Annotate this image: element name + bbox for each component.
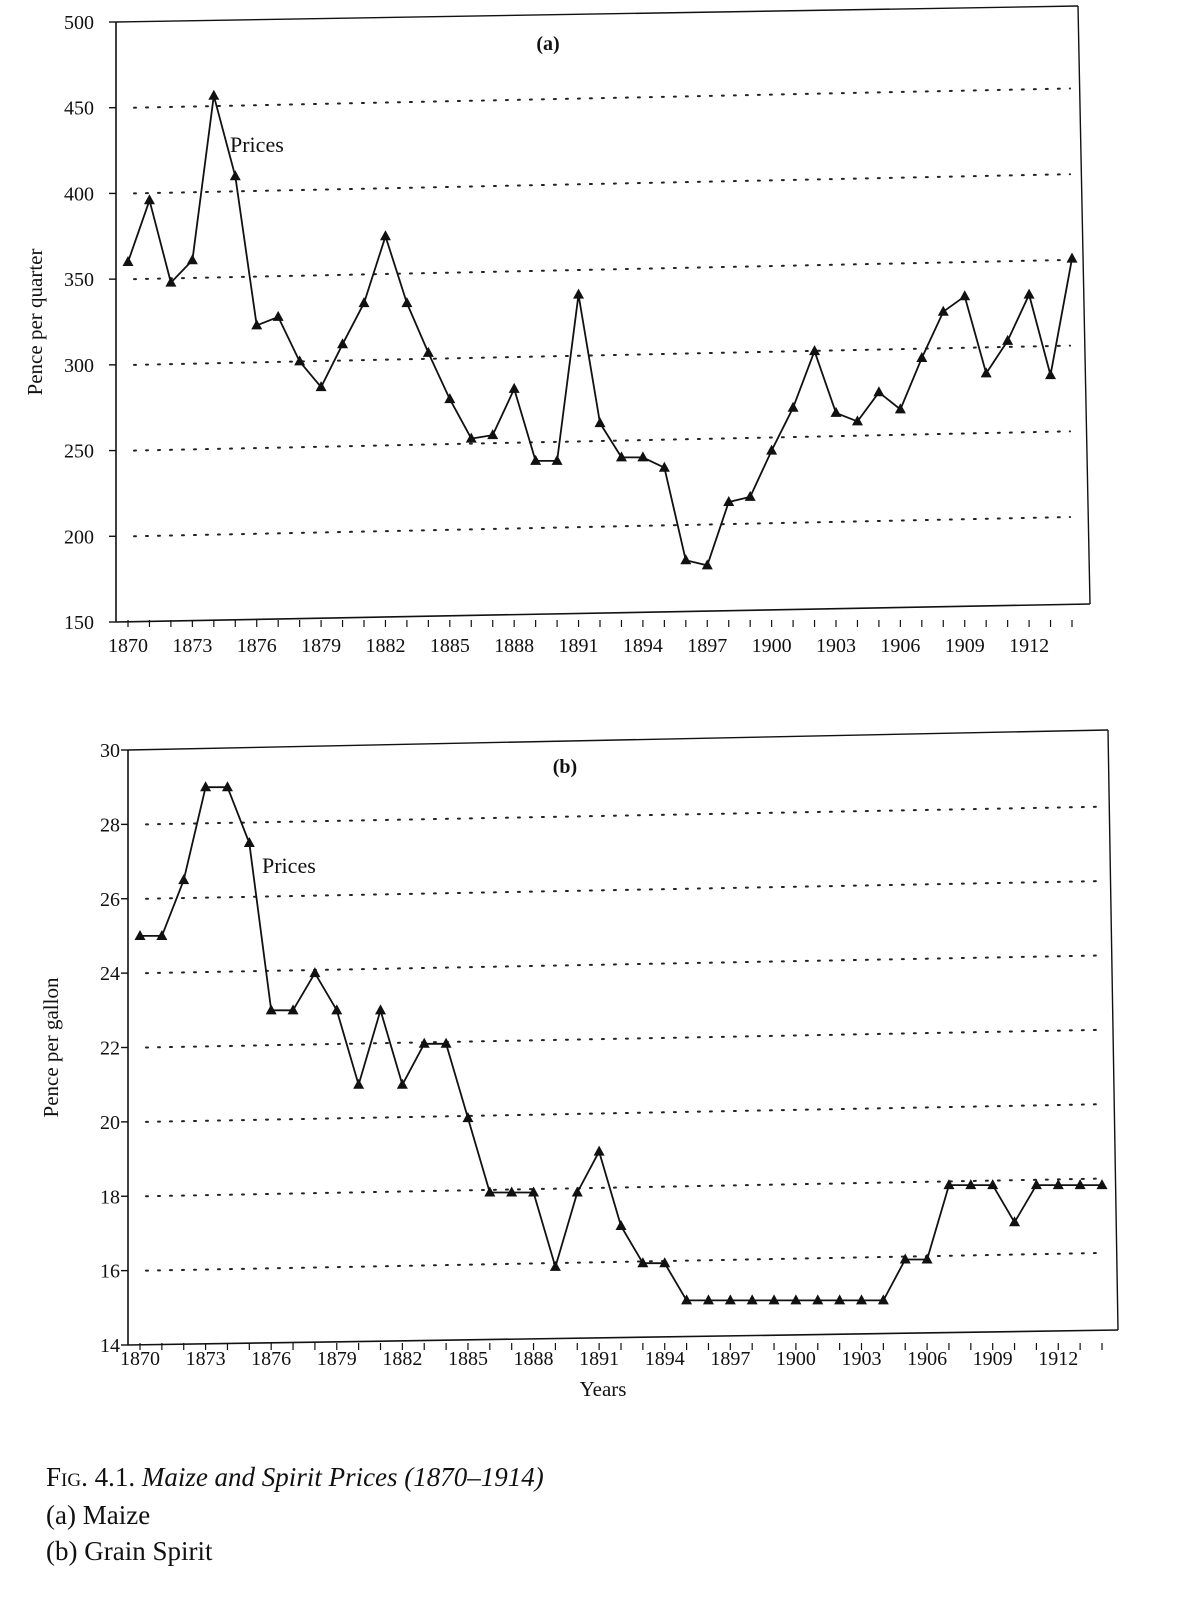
data-point-marker: [550, 1261, 561, 1271]
data-point-marker: [244, 837, 255, 847]
frame-top-line: [128, 730, 1108, 750]
y-tick-label: 20: [100, 1111, 120, 1134]
data-point-marker: [230, 170, 241, 180]
data-point-marker: [419, 1038, 430, 1048]
data-point-marker: [1067, 253, 1078, 263]
gridline: [146, 1030, 1100, 1048]
data-point-marker: [423, 347, 434, 357]
data-point-marker: [1024, 289, 1035, 299]
data-point-marker: [528, 1187, 539, 1197]
data-point-marker: [1097, 1179, 1108, 1189]
data-point-marker: [745, 491, 756, 501]
y-tick-label: 200: [64, 526, 94, 549]
gridline: [134, 346, 1070, 365]
x-tick-label: 1897: [710, 1348, 751, 1370]
y-tick-label: 500: [64, 12, 94, 34]
data-point-marker: [747, 1294, 758, 1304]
x-tick-label: 1870: [108, 635, 148, 657]
frame-top-line: [116, 6, 1078, 22]
x-tick-label: 1903: [816, 635, 856, 657]
data-point-marker: [900, 1253, 911, 1263]
gridline: [134, 88, 1070, 107]
gridline: [134, 517, 1070, 536]
gridline: [146, 955, 1100, 973]
data-point-marker: [573, 289, 584, 299]
caption-line-b: (b) Grain Spirit: [46, 1536, 213, 1566]
data-point-marker: [123, 256, 134, 266]
data-point-marker: [725, 1294, 736, 1304]
y-tick-label: 14: [100, 1335, 120, 1357]
x-axis-title-b: Years: [579, 1377, 627, 1401]
data-point-marker: [487, 429, 498, 439]
data-point-marker: [659, 1257, 670, 1267]
data-point-marker: [1045, 369, 1056, 379]
data-point-marker: [444, 393, 455, 403]
x-tick-label: 1891: [579, 1348, 620, 1370]
y-tick-label: 16: [100, 1260, 120, 1283]
gridline: [146, 1104, 1100, 1122]
figure-label: Fig. 4.1.: [46, 1462, 136, 1492]
x-axis-line: [116, 604, 1090, 622]
x-tick-label: 1912: [1009, 635, 1050, 657]
x-tick-label: 1906: [907, 1348, 948, 1370]
y-tick-label: 350: [64, 269, 94, 292]
x-tick-label: 1891: [558, 635, 599, 657]
chart-panel-b: [39, 730, 1118, 1401]
data-point-marker: [916, 352, 927, 362]
x-tick-label: 1885: [429, 635, 470, 657]
data-point-marker: [484, 1187, 495, 1197]
data-point-marker: [200, 781, 211, 791]
y-tick-label: 26: [100, 888, 120, 911]
x-tick-label: 1882: [365, 635, 406, 657]
gridline: [146, 1179, 1100, 1197]
data-point-marker: [135, 930, 146, 940]
data-point-marker: [788, 402, 799, 412]
caption-line-a: (a) Maize: [46, 1500, 151, 1530]
x-tick-label: 1912: [1038, 1348, 1079, 1370]
data-point-marker: [208, 90, 219, 100]
series-annotation-b: Prices: [262, 853, 316, 878]
data-point-marker: [506, 1187, 517, 1197]
x-tick-label: 1873: [185, 1348, 226, 1370]
x-tick-label: 1894: [622, 635, 663, 657]
data-point-marker: [397, 1079, 408, 1089]
data-point-marker: [1009, 1216, 1020, 1226]
data-point-marker: [895, 403, 906, 413]
data-point-marker: [812, 1294, 823, 1304]
y-tick-label: 30: [100, 740, 120, 762]
panel-label-b: (b): [552, 756, 578, 778]
panel-label-a: (a): [536, 33, 560, 55]
x-tick-label: 1909: [944, 635, 985, 657]
data-point-marker: [509, 383, 520, 393]
figure-title: Maize and Spirit Prices (1870–1914): [141, 1462, 544, 1492]
data-point-marker: [309, 967, 320, 977]
chart-panel-a: [23, 6, 1090, 657]
data-point-marker: [878, 1294, 889, 1304]
x-tick-label: 1888: [494, 635, 535, 657]
data-point-marker: [680, 554, 691, 564]
series-line-prices: [128, 96, 1072, 566]
x-tick-label: 1870: [120, 1348, 160, 1370]
data-point-marker: [943, 1179, 954, 1189]
data-point-marker: [873, 386, 884, 396]
x-tick-label: 1903: [841, 1348, 882, 1370]
data-point-marker: [156, 930, 167, 940]
data-point-marker: [681, 1294, 692, 1304]
y-axis-title-b: Pence per gallon: [39, 977, 63, 1118]
data-point-marker: [766, 445, 777, 455]
data-point-marker: [441, 1038, 452, 1048]
data-point-marker: [273, 311, 284, 321]
data-point-marker: [530, 455, 541, 465]
figure-caption-title: [46, 1462, 544, 1493]
data-point-marker: [187, 254, 198, 264]
data-point-marker: [769, 1294, 780, 1304]
data-point-marker: [552, 455, 563, 465]
x-tick-label: 1900: [775, 1348, 816, 1370]
frame-right-line: [1108, 730, 1118, 1330]
data-point-marker: [616, 451, 627, 461]
data-point-marker: [856, 1294, 867, 1304]
data-point-marker: [834, 1294, 845, 1304]
gridline: [146, 807, 1100, 825]
data-point-marker: [353, 1079, 364, 1089]
data-point-marker: [594, 1146, 605, 1156]
data-point-marker: [1031, 1179, 1042, 1189]
data-point-marker: [380, 230, 391, 240]
data-point-marker: [462, 1112, 473, 1122]
data-point-marker: [337, 338, 348, 348]
x-tick-label: 1894: [644, 1348, 685, 1370]
data-point-marker: [401, 297, 412, 307]
data-point-marker: [831, 407, 842, 417]
gridline: [134, 174, 1070, 193]
x-tick-label: 1885: [447, 1348, 488, 1370]
x-tick-label: 1906: [880, 635, 921, 657]
data-point-marker: [790, 1294, 801, 1304]
y-tick-label: 28: [100, 814, 120, 837]
frame-right-line: [1078, 6, 1090, 604]
y-tick-label: 22: [100, 1037, 120, 1060]
y-tick-label: 150: [64, 612, 94, 634]
data-point-marker: [1075, 1179, 1086, 1189]
x-tick-label: 1900: [751, 635, 792, 657]
data-point-marker: [938, 306, 949, 316]
data-point-marker: [178, 874, 189, 884]
data-point-marker: [616, 1220, 627, 1230]
data-point-marker: [331, 1004, 342, 1014]
data-point-marker: [144, 194, 155, 204]
data-point-marker: [288, 1004, 299, 1014]
series-annotation-a: Prices: [230, 132, 284, 157]
x-axis-line: [128, 1330, 1118, 1345]
x-tick-label: 1909: [972, 1348, 1013, 1370]
y-tick-label: 18: [100, 1186, 120, 1209]
x-tick-label: 1879: [301, 635, 342, 657]
data-point-marker: [1053, 1179, 1064, 1189]
data-point-marker: [637, 451, 648, 461]
data-point-marker: [922, 1253, 933, 1263]
y-tick-label: 450: [64, 97, 94, 120]
x-tick-label: 1888: [513, 1348, 554, 1370]
y-tick-label: 300: [64, 354, 94, 377]
y-tick-label: 250: [64, 440, 94, 463]
data-point-marker: [703, 1294, 714, 1304]
x-tick-label: 1882: [382, 1348, 423, 1370]
gridline: [146, 1253, 1100, 1271]
x-tick-label: 1897: [687, 635, 728, 657]
x-tick-label: 1876: [251, 1348, 292, 1370]
x-tick-label: 1879: [316, 1348, 357, 1370]
data-point-marker: [1002, 335, 1013, 345]
y-tick-label: 24: [100, 963, 120, 986]
gridline: [134, 260, 1070, 279]
data-point-marker: [595, 417, 606, 427]
data-point-marker: [959, 290, 970, 300]
gridline: [146, 881, 1100, 899]
gridline: [134, 431, 1070, 450]
data-point-marker: [375, 1004, 386, 1014]
x-tick-label: 1876: [236, 635, 277, 657]
x-tick-label: 1873: [172, 635, 213, 657]
y-tick-label: 400: [64, 183, 94, 206]
data-point-marker: [266, 1004, 277, 1014]
data-point-marker: [359, 297, 370, 307]
y-axis-title-a: Pence per quarter: [23, 248, 47, 396]
data-point-marker: [222, 781, 233, 791]
data-point-marker: [572, 1187, 583, 1197]
